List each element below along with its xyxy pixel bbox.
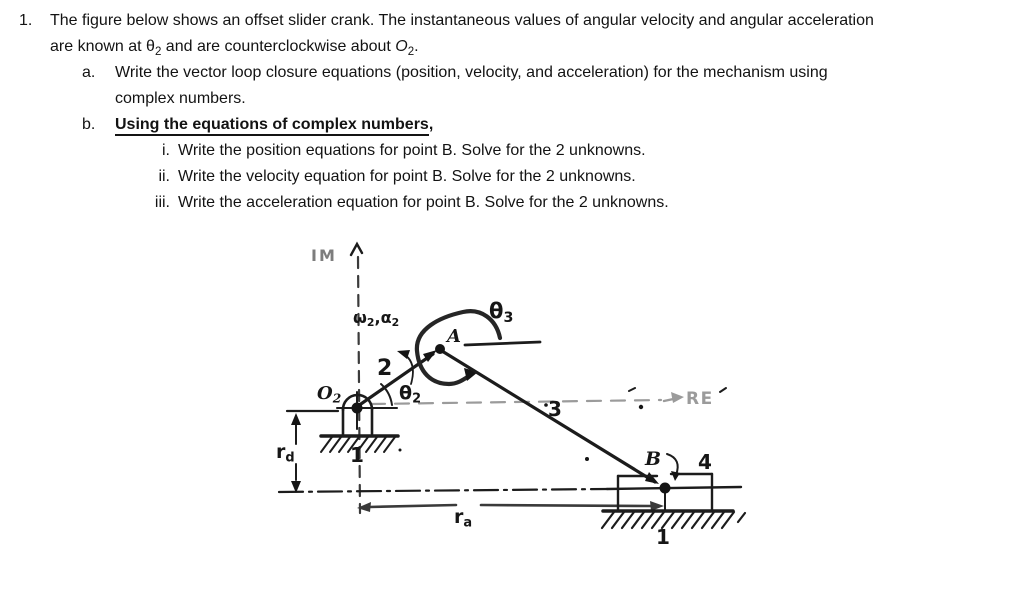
pivot-o2-pin [352, 403, 363, 414]
joint-b-pin [660, 483, 671, 494]
alpha-symbol: α [380, 308, 392, 327]
intro-line2-pre: are known at θ [50, 38, 155, 55]
pivot-subscript: 2 [332, 391, 342, 406]
rd-up-arrow-icon [291, 413, 301, 425]
theta-subscript: 2 [154, 46, 162, 58]
theta2-label [399, 384, 421, 407]
point-b-pointer [667, 454, 680, 481]
intro-line2-end: . [414, 38, 419, 55]
coupler-arrow-icon [645, 472, 659, 484]
alpha-subscript: 2 [391, 316, 400, 330]
ra-subscript: a [463, 515, 473, 531]
comma: , [374, 308, 381, 327]
intro-line1-text: The figure below shows an offset slider crank. The instantaneous values of angular velocity and angular acceleration [50, 12, 874, 29]
item-b-marker: b. [82, 116, 96, 133]
ground-hatching-right [602, 512, 745, 528]
imaginary-axis-label: IM [311, 246, 337, 265]
item-b-heading: Using the equations of complex numbers [115, 116, 429, 136]
slider-4-label: 4 [698, 450, 712, 474]
point-b-label: B [645, 448, 662, 470]
pivot-o2-label [317, 385, 341, 405]
ground-1-left-label: 1 [350, 443, 364, 467]
rd-symbol: r [276, 441, 286, 463]
crank-link-2 [358, 350, 437, 406]
b-pointer-arrow-icon [671, 471, 680, 481]
theta2-subscript: 2 [412, 391, 422, 407]
sub-item-ii-text: Write the velocity equation for point B. Solve for the 2 unknowns. [178, 168, 636, 185]
sub-item-i-text: Write the position equations for point B. Solve for the 2 unknowns. [178, 142, 646, 159]
real-axis-arrow-icon [671, 392, 684, 403]
pivot-variable-subscript: 2 [407, 46, 415, 58]
sub-item-iii-text: Write the acceleration equation for point B. Solve for the 2 unknowns. [178, 194, 669, 211]
joint-a-pin [435, 344, 445, 354]
theta3-subscript: 3 [503, 309, 514, 326]
link-3-label: 3 [548, 397, 562, 421]
link-2-label: 2 [377, 356, 393, 381]
imaginary-axis-arrow-icon [351, 244, 362, 255]
omega-subscript: 2 [366, 316, 375, 330]
item-a-marker: a. [82, 64, 96, 81]
rd-subscript: d [285, 450, 295, 466]
sub-item-ii-marker: ii. [158, 168, 170, 185]
slider-block-4 [602, 474, 745, 528]
real-axis-label: RE [686, 389, 714, 409]
pivot-symbol: O [317, 383, 333, 404]
omega-symbol: ω [353, 308, 367, 327]
sub-item-iii-marker: iii. [154, 194, 170, 211]
item-a-text: Write the vector loop closure equations (position, velocity, and acceleration) for the mechanism using [115, 64, 828, 81]
item-a-text-cont: complex numbers. [115, 90, 246, 107]
angular-velocity-acceleration-label [353, 310, 399, 329]
imaginary-axis [351, 244, 362, 513]
sub-item-i-marker: i. [162, 142, 170, 159]
theta3-symbol: θ [489, 299, 504, 323]
pivot-variable: O [395, 38, 408, 55]
slider-centerline [279, 487, 741, 492]
intro-line2-mid: and are counterclockwise about [161, 38, 396, 55]
offset-rd-label [276, 443, 295, 466]
item-b-heading-comma: , [428, 116, 434, 133]
ra-symbol: r [454, 506, 464, 528]
stroke-ra-label [454, 508, 472, 531]
theta2-symbol: θ [399, 382, 413, 404]
problem-number: 1. [19, 12, 33, 29]
ground-1-right-label: 1 [656, 525, 670, 549]
theta3-label [489, 301, 513, 325]
point-a-label: A [447, 326, 461, 347]
